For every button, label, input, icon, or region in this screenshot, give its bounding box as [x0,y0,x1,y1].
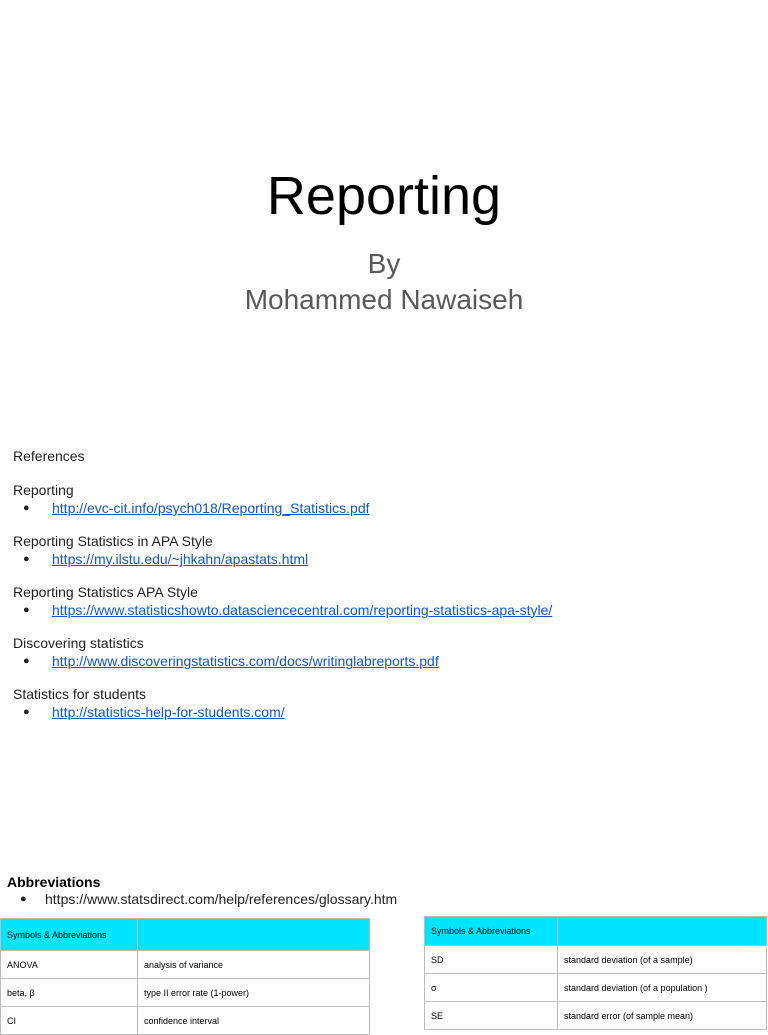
author-name: Mohammed Nawaiseh [244,284,524,315]
symbol-cell: SD [425,946,558,974]
table-row [425,946,767,974]
meaning-cell: standard error (of sample mean) [558,1002,767,1030]
reference-link[interactable]: https://my.ilstu.edu/~jhkahn/apastats.html [52,551,309,567]
reference-list-item [13,499,753,517]
reference-link[interactable]: https://www.statisticshowto.datasciencecentral.com/reporting-statistics-apa-style/ [52,602,553,618]
by-label: By [367,248,401,279]
table-row [425,974,767,1002]
table-row [1,951,370,979]
reference-group [13,532,753,568]
reference-list-item [13,652,753,670]
bullet-icon: ● [23,553,30,565]
reference-link[interactable]: http://www.discoveringstatistics.com/docs/writinglabreports.pdf [52,653,439,669]
table-header-row [425,917,767,946]
reference-label: Reporting Statistics in APA Style [13,533,213,549]
meaning-cell: confidence interval [138,1007,370,1035]
reference-label: Statistics for students [13,686,147,702]
references-section [13,446,753,721]
bullet-icon: ● [23,502,30,514]
reference-link[interactable]: http://statistics-help-for-students.com/ [52,704,285,720]
symbol-cell: SE [425,1002,558,1030]
bullet-icon: ● [23,655,30,667]
reference-group [13,583,753,619]
reference-label: Reporting Statistics APA Style [13,584,198,600]
table-header-row [1,919,370,951]
bullet-icon: ● [23,706,30,718]
reference-link[interactable]: http://evc-cit.info/psych018/Reporting_Statistics.pdf [52,500,370,516]
symbol-cell: beta, β [1,979,138,1007]
table-row [1,1007,370,1035]
page-title: Reporting [266,166,502,226]
reference-group [13,685,753,721]
meaning-cell: standard deviation (of a population ) [558,974,767,1002]
reference-list-item [13,703,753,721]
bullet-icon: ● [23,604,30,616]
reference-group [13,481,753,517]
meaning-cell: type II error rate (1-power) [138,979,370,1007]
meaning-cell: standard deviation (of a sample) [558,946,767,974]
table-header-cell: Symbols & Abbreviations [425,917,558,946]
symbol-cell: CI [1,1007,138,1035]
meaning-cell: analysis of variance [138,951,370,979]
reference-list-item [13,601,753,619]
symbol-cell: ANOVA [1,951,138,979]
reference-label: Discovering statistics [13,635,144,651]
reference-list-item [13,550,753,568]
abbreviations-source-url: https://www.statsdirect.com/help/references/glossary.htm [45,891,398,907]
references-heading: References [13,448,85,464]
abbreviations-source-item [20,890,397,908]
abbreviations-heading: Abbreviations [7,874,101,890]
bullet-icon: ● [20,893,27,905]
abbreviations-table-left [0,918,370,1035]
symbol-cell: σ [425,974,558,1002]
table-row [425,1002,767,1030]
reference-label: Reporting [13,482,74,498]
abbreviations-table-right [424,916,767,1030]
table-header-cell: Symbols & Abbreviations [1,919,138,951]
table-row [1,979,370,1007]
table-header-cell [558,917,767,946]
table-header-cell [138,919,370,951]
reference-group [13,634,753,670]
